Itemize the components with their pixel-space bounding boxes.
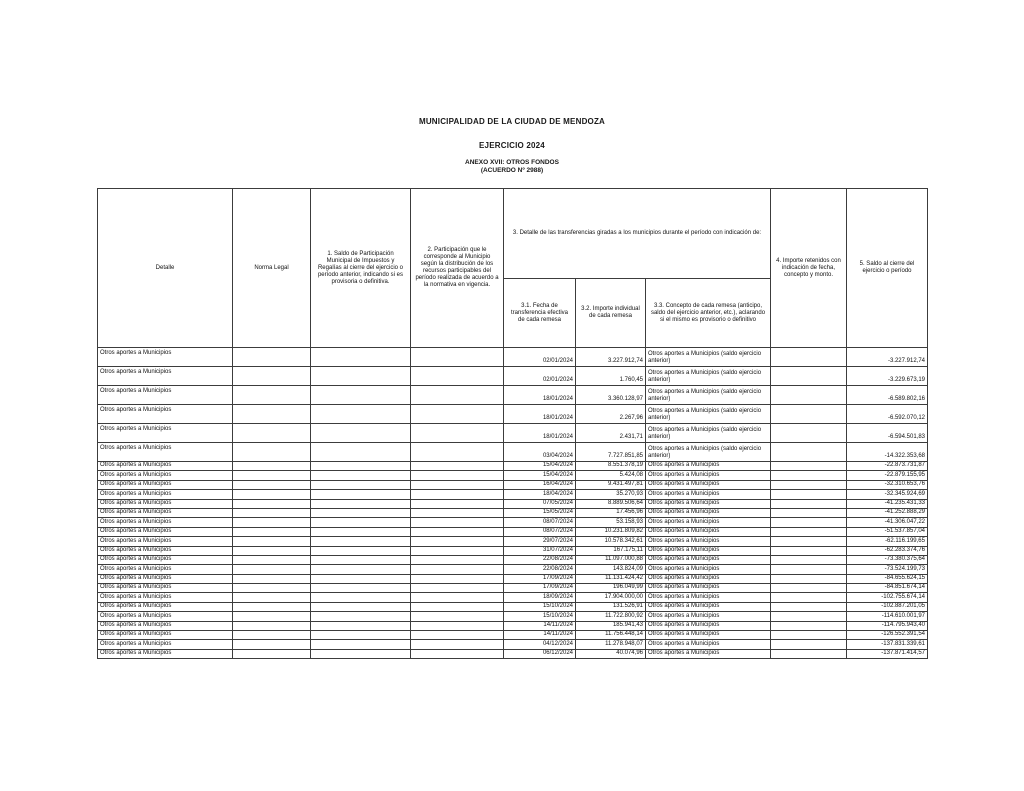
cell-retenidos [771,508,847,517]
table-row [98,555,928,564]
cell-concepto: Otros aportes a Municipios [646,574,771,583]
cell-detalle: Otros aportes a Municipios [98,649,233,658]
cell-saldo-participacion [311,499,411,508]
transfers-table [97,188,928,659]
cell-participacion [411,621,504,630]
cell-retenidos [771,386,847,405]
cell-norma-legal [233,602,311,611]
cell-detalle: Otros aportes a Municipios [98,640,233,649]
cell-saldo-participacion [311,405,411,424]
cell-detalle: Otros aportes a Municipios [98,462,233,471]
cell-importe: 11.097.000,88 [576,555,646,564]
cell-retenidos [771,574,847,583]
cell-saldo-participacion [311,621,411,630]
table-body [98,348,928,659]
cell-retenidos [771,499,847,508]
cell-retenidos [771,471,847,480]
cell-concepto: Otros aportes a Municipios [646,649,771,658]
cell-participacion [411,471,504,480]
table-row [98,621,928,630]
cell-fecha: 08/07/2024 [504,527,576,536]
cell-fecha: 15/04/2024 [504,462,576,471]
cell-concepto: Otros aportes a Municipios [646,602,771,611]
cell-participacion [411,462,504,471]
cell-norma-legal [233,367,311,386]
cell-participacion [411,593,504,602]
cell-importe: 17.904.000,00 [576,593,646,602]
cell-participacion [411,631,504,640]
cell-importe: 11.756.448,14 [576,631,646,640]
header-importe-remesa: 3.2. Importe individual de cada remesa [576,279,646,348]
cell-detalle: Otros aportes a Municipios [98,546,233,555]
acuerdo-title: (ACUERDO Nº 2988) [480,167,544,174]
cell-concepto: Otros aportes a Municipios (saldo ejercicio anterior) [646,367,771,386]
cell-fecha: 18/01/2024 [504,424,576,443]
cell-saldo-cierre: -62.283.374,76 [847,546,928,555]
cell-detalle: Otros aportes a Municipios [98,424,233,443]
table-row [98,518,928,527]
cell-norma-legal [233,518,311,527]
cell-fecha: 17/09/2024 [504,574,576,583]
cell-fecha: 04/12/2024 [504,640,576,649]
table-row [98,546,928,555]
cell-detalle: Otros aportes a Municipios [98,518,233,527]
cell-retenidos [771,640,847,649]
cell-concepto: Otros aportes a Municipios [646,546,771,555]
cell-participacion [411,367,504,386]
cell-importe: 143.824,09 [576,565,646,574]
cell-saldo-participacion [311,649,411,658]
table-row [98,649,928,658]
table-row [98,602,928,611]
cell-saldo-participacion [311,462,411,471]
header-importe-retenidos: 4. Importe retenidos con indicación de fecha, concepto y monto. [771,189,847,348]
cell-concepto: Otros aportes a Municipios [646,499,771,508]
cell-norma-legal [233,649,311,658]
cell-saldo-cierre: -22.879.155,95 [847,471,928,480]
table-row [98,631,928,640]
cell-concepto: Otros aportes a Municipios (saldo ejercicio anterior) [646,405,771,424]
header-concepto-remesa: 3.3. Concepto de cada remesa (anticipo, saldo del ejercicio anterior, etc.), aclarando si el mismo es provisorio o definitivo [646,279,771,348]
cell-retenidos [771,367,847,386]
cell-detalle: Otros aportes a Municipios [98,480,233,489]
cell-importe: 11.722.800,92 [576,612,646,621]
cell-importe: 10.578.342,61 [576,537,646,546]
table-row [98,471,928,480]
table-row [98,565,928,574]
cell-norma-legal [233,546,311,555]
cell-concepto: Otros aportes a Municipios [646,471,771,480]
cell-retenidos [771,546,847,555]
cell-saldo-cierre: -137.871.414,57 [847,649,928,658]
cell-saldo-participacion [311,584,411,593]
cell-importe: 7.727.851,85 [576,443,646,462]
cell-concepto: Otros aportes a Municipios (saldo ejercicio anterior) [646,386,771,405]
table-row [98,584,928,593]
cell-participacion [411,424,504,443]
cell-norma-legal [233,405,311,424]
cell-norma-legal [233,443,311,462]
cell-saldo-cierre: -84.851.674,14 [847,584,928,593]
cell-participacion [411,602,504,611]
cell-saldo-cierre: -41.235.431,33 [847,499,928,508]
cell-saldo-participacion [311,631,411,640]
cell-saldo-cierre: -114.795.943,40 [847,621,928,630]
table-row [98,612,928,621]
cell-detalle: Otros aportes a Municipios [98,621,233,630]
cell-fecha: 14/11/2024 [504,621,576,630]
cell-participacion [411,649,504,658]
cell-detalle: Otros aportes a Municipios [98,443,233,462]
cell-concepto: Otros aportes a Municipios [646,527,771,536]
cell-importe: 196.049,99 [576,584,646,593]
cell-saldo-participacion [311,565,411,574]
table-row [98,490,928,499]
cell-detalle: Otros aportes a Municipios [98,527,233,536]
cell-concepto: Otros aportes a Municipios [646,490,771,499]
cell-detalle: Otros aportes a Municipios [98,631,233,640]
cell-participacion [411,443,504,462]
cell-norma-legal [233,508,311,517]
cell-saldo-participacion [311,480,411,489]
header-saldo-participacion: 1. Saldo de Participación Municipal de Impuestos y Regalías al cierre del ejercicio o período anterior, indicando si es provisoria o definitiva. [311,189,411,348]
cell-retenidos [771,565,847,574]
cell-saldo-cierre: -73.380.375,64 [847,555,928,564]
cell-participacion [411,508,504,517]
cell-retenidos [771,480,847,489]
cell-saldo-cierre: -102.887.201,05 [847,602,928,611]
cell-importe: 8.551.378,19 [576,462,646,471]
cell-fecha: 22/08/2024 [504,565,576,574]
cell-saldo-participacion [311,602,411,611]
document-title: MUNICIPALIDAD DE LA CIUDAD DE MENDOZA [418,117,606,126]
cell-importe: 3.360.128,97 [576,386,646,405]
cell-norma-legal [233,348,311,367]
table-row [98,640,928,649]
cell-fecha: 03/04/2024 [504,443,576,462]
cell-saldo-participacion [311,574,411,583]
cell-fecha: 18/04/2024 [504,490,576,499]
cell-detalle: Otros aportes a Municipios [98,555,233,564]
cell-saldo-participacion [311,424,411,443]
cell-concepto: Otros aportes a Municipios [646,593,771,602]
cell-norma-legal [233,565,311,574]
cell-retenidos [771,518,847,527]
cell-detalle: Otros aportes a Municipios [98,584,233,593]
cell-saldo-participacion [311,527,411,536]
cell-retenidos [771,602,847,611]
table-row [98,527,928,536]
cell-norma-legal [233,462,311,471]
cell-detalle: Otros aportes a Municipios [98,593,233,602]
cell-participacion [411,640,504,649]
cell-concepto: Otros aportes a Municipios [646,462,771,471]
cell-importe: 3.227.912,74 [576,348,646,367]
cell-detalle: Otros aportes a Municipios [98,471,233,480]
cell-saldo-cierre: -126.552.391,54 [847,631,928,640]
cell-importe: 8.889.506,64 [576,499,646,508]
cell-saldo-cierre: -32.345.924,69 [847,490,928,499]
cell-retenidos [771,649,847,658]
cell-retenidos [771,490,847,499]
table-row [98,508,928,517]
cell-fecha: 02/01/2024 [504,367,576,386]
cell-detalle: Otros aportes a Municipios [98,367,233,386]
cell-participacion [411,612,504,621]
cell-fecha: 18/09/2024 [504,593,576,602]
document-annex-block [0,159,1024,175]
cell-saldo-participacion [311,537,411,546]
cell-concepto: Otros aportes a Municipios [646,621,771,630]
cell-retenidos [771,537,847,546]
cell-fecha: 06/12/2024 [504,649,576,658]
cell-norma-legal [233,574,311,583]
cell-concepto: Otros aportes a Municipios (saldo ejercicio anterior) [646,424,771,443]
cell-retenidos [771,555,847,564]
cell-norma-legal [233,612,311,621]
cell-retenidos [771,584,847,593]
cell-fecha: 15/04/2024 [504,471,576,480]
cell-saldo-participacion [311,490,411,499]
cell-saldo-participacion [311,443,411,462]
cell-fecha: 22/08/2024 [504,555,576,564]
cell-norma-legal [233,584,311,593]
cell-concepto: Otros aportes a Municipios [646,537,771,546]
cell-importe: 5.424,08 [576,471,646,480]
cell-importe: 53.158,93 [576,518,646,527]
cell-norma-legal [233,499,311,508]
table-row [98,499,928,508]
cell-participacion [411,584,504,593]
cell-fecha: 15/05/2024 [504,508,576,517]
cell-fecha: 31/07/2024 [504,546,576,555]
cell-importe: 2.267,96 [576,405,646,424]
cell-fecha: 02/01/2024 [504,348,576,367]
cell-saldo-cierre: -41.252.888,29 [847,508,928,517]
cell-saldo-cierre: -3.229.673,19 [847,367,928,386]
table-row [98,480,928,489]
cell-norma-legal [233,490,311,499]
cell-fecha: 15/10/2024 [504,602,576,611]
header-norma-legal: Norma Legal [233,189,311,348]
cell-participacion [411,574,504,583]
cell-saldo-participacion [311,546,411,555]
cell-saldo-participacion [311,386,411,405]
cell-detalle: Otros aportes a Municipios [98,612,233,621]
cell-importe: 1.760,45 [576,367,646,386]
cell-retenidos [771,527,847,536]
table-row [98,593,928,602]
cell-retenidos [771,405,847,424]
header-fecha-remesa: 3.1. Fecha de transferencia efectiva de cada remesa [504,279,576,348]
table-row [98,537,928,546]
table-row [98,424,928,443]
cell-concepto: Otros aportes a Municipios [646,480,771,489]
cell-concepto: Otros aportes a Municipios [646,508,771,517]
cell-saldo-participacion [311,555,411,564]
cell-fecha: 18/01/2024 [504,386,576,405]
cell-saldo-cierre: -6.592.070,12 [847,405,928,424]
cell-participacion [411,480,504,489]
cell-importe: 10.231.809,82 [576,527,646,536]
cell-detalle: Otros aportes a Municipios [98,405,233,424]
cell-norma-legal [233,537,311,546]
cell-saldo-cierre: -22.873.731,87 [847,462,928,471]
cell-fecha: 29/07/2024 [504,537,576,546]
cell-detalle: Otros aportes a Municipios [98,499,233,508]
cell-detalle: Otros aportes a Municipios [98,565,233,574]
cell-fecha: 16/04/2024 [504,480,576,489]
cell-concepto: Otros aportes a Municipios [646,584,771,593]
cell-fecha: 15/10/2024 [504,612,576,621]
cell-saldo-cierre: -62.116.199,65 [847,537,928,546]
cell-participacion [411,499,504,508]
cell-participacion [411,518,504,527]
cell-saldo-cierre: -102.755.674,14 [847,593,928,602]
cell-importe: 167.175,11 [576,546,646,555]
cell-retenidos [771,612,847,621]
cell-saldo-cierre: -32.310.653,76 [847,480,928,489]
header-participacion: 2. Participación que le corresponde al Municipio según la distribución de los recursos participables del período realizada de acuerdo a la normativa en vigencia. [411,189,504,348]
cell-fecha: 17/09/2024 [504,584,576,593]
cell-participacion [411,537,504,546]
cell-fecha: 08/07/2024 [504,518,576,527]
cell-retenidos [771,443,847,462]
cell-participacion [411,386,504,405]
cell-saldo-participacion [311,593,411,602]
table-row [98,348,928,367]
table-header [98,189,928,348]
cell-concepto: Otros aportes a Municipios (saldo ejercicio anterior) [646,348,771,367]
cell-importe: 185.941,43 [576,621,646,630]
cell-importe: 11.131.424,42 [576,574,646,583]
cell-saldo-cierre: -114.610.001,97 [847,612,928,621]
header-saldo-cierre: 5. Saldo al cierre del ejercicio o período [847,189,928,348]
cell-concepto: Otros aportes a Municipios [646,555,771,564]
cell-saldo-cierre: -51.537.857,04 [847,527,928,536]
table-row [98,386,928,405]
document-exercise-title: EJERCICIO 2024 [479,141,545,150]
cell-saldo-cierre: -137.831.339,61 [847,640,928,649]
cell-saldo-participacion [311,612,411,621]
cell-retenidos [771,593,847,602]
cell-norma-legal [233,480,311,489]
table-row [98,405,928,424]
cell-retenidos [771,462,847,471]
cell-saldo-participacion [311,348,411,367]
cell-retenidos [771,424,847,443]
cell-concepto: Otros aportes a Municipios [646,518,771,527]
cell-participacion [411,555,504,564]
cell-saldo-cierre: -84.655.624,15 [847,574,928,583]
cell-detalle: Otros aportes a Municipios [98,348,233,367]
table-row [98,443,928,462]
cell-norma-legal [233,640,311,649]
cell-saldo-cierre: -14.322.353,68 [847,443,928,462]
table-row [98,367,928,386]
cell-norma-legal [233,424,311,443]
cell-importe: 40.074,96 [576,649,646,658]
cell-norma-legal [233,593,311,602]
cell-concepto: Otros aportes a Municipios (saldo ejercicio anterior) [646,443,771,462]
cell-importe: 35.270,93 [576,490,646,499]
cell-participacion [411,565,504,574]
cell-detalle: Otros aportes a Municipios [98,508,233,517]
table-row [98,462,928,471]
cell-saldo-participacion [311,508,411,517]
header-detalle: Detalle [98,189,233,348]
cell-retenidos [771,631,847,640]
cell-saldo-participacion [311,640,411,649]
cell-participacion [411,348,504,367]
cell-importe: 9.431.497,81 [576,480,646,489]
cell-concepto: Otros aportes a Municipios [646,640,771,649]
cell-saldo-cierre: -73.524.199,73 [847,565,928,574]
cell-norma-legal [233,621,311,630]
cell-fecha: 07/05/2024 [504,499,576,508]
cell-saldo-cierre: -6.589.802,16 [847,386,928,405]
cell-participacion [411,546,504,555]
header-transferencias-group: 3. Detalle de las transferencias giradas a los municipios durante el período con indicación de: [504,189,771,279]
cell-detalle: Otros aportes a Municipios [98,537,233,546]
cell-norma-legal [233,631,311,640]
cell-saldo-participacion [311,471,411,480]
cell-saldo-cierre: -41.306.047,22 [847,518,928,527]
cell-norma-legal [233,471,311,480]
cell-participacion [411,527,504,536]
cell-retenidos [771,621,847,630]
cell-detalle: Otros aportes a Municipios [98,602,233,611]
cell-saldo-cierre: -3.227.912,74 [847,348,928,367]
cell-fecha: 18/01/2024 [504,405,576,424]
cell-norma-legal [233,555,311,564]
cell-detalle: Otros aportes a Municipios [98,574,233,583]
cell-importe: 131.526,91 [576,602,646,611]
cell-saldo-cierre: -6.594.501,83 [847,424,928,443]
table-row [98,574,928,583]
cell-fecha: 14/11/2024 [504,631,576,640]
cell-retenidos [771,348,847,367]
cell-saldo-participacion [311,518,411,527]
cell-detalle: Otros aportes a Municipios [98,490,233,499]
cell-importe: 11.278.948,07 [576,640,646,649]
cell-concepto: Otros aportes a Municipios [646,565,771,574]
cell-importe: 17.456,96 [576,508,646,517]
cell-concepto: Otros aportes a Municipios [646,631,771,640]
cell-detalle: Otros aportes a Municipios [98,386,233,405]
cell-norma-legal [233,527,311,536]
cell-importe: 2.431,71 [576,424,646,443]
cell-participacion [411,405,504,424]
annex-title: ANEXO XVII: OTROS FONDOS [465,159,559,166]
cell-norma-legal [233,386,311,405]
cell-participacion [411,490,504,499]
cell-concepto: Otros aportes a Municipios [646,612,771,621]
cell-saldo-participacion [311,367,411,386]
